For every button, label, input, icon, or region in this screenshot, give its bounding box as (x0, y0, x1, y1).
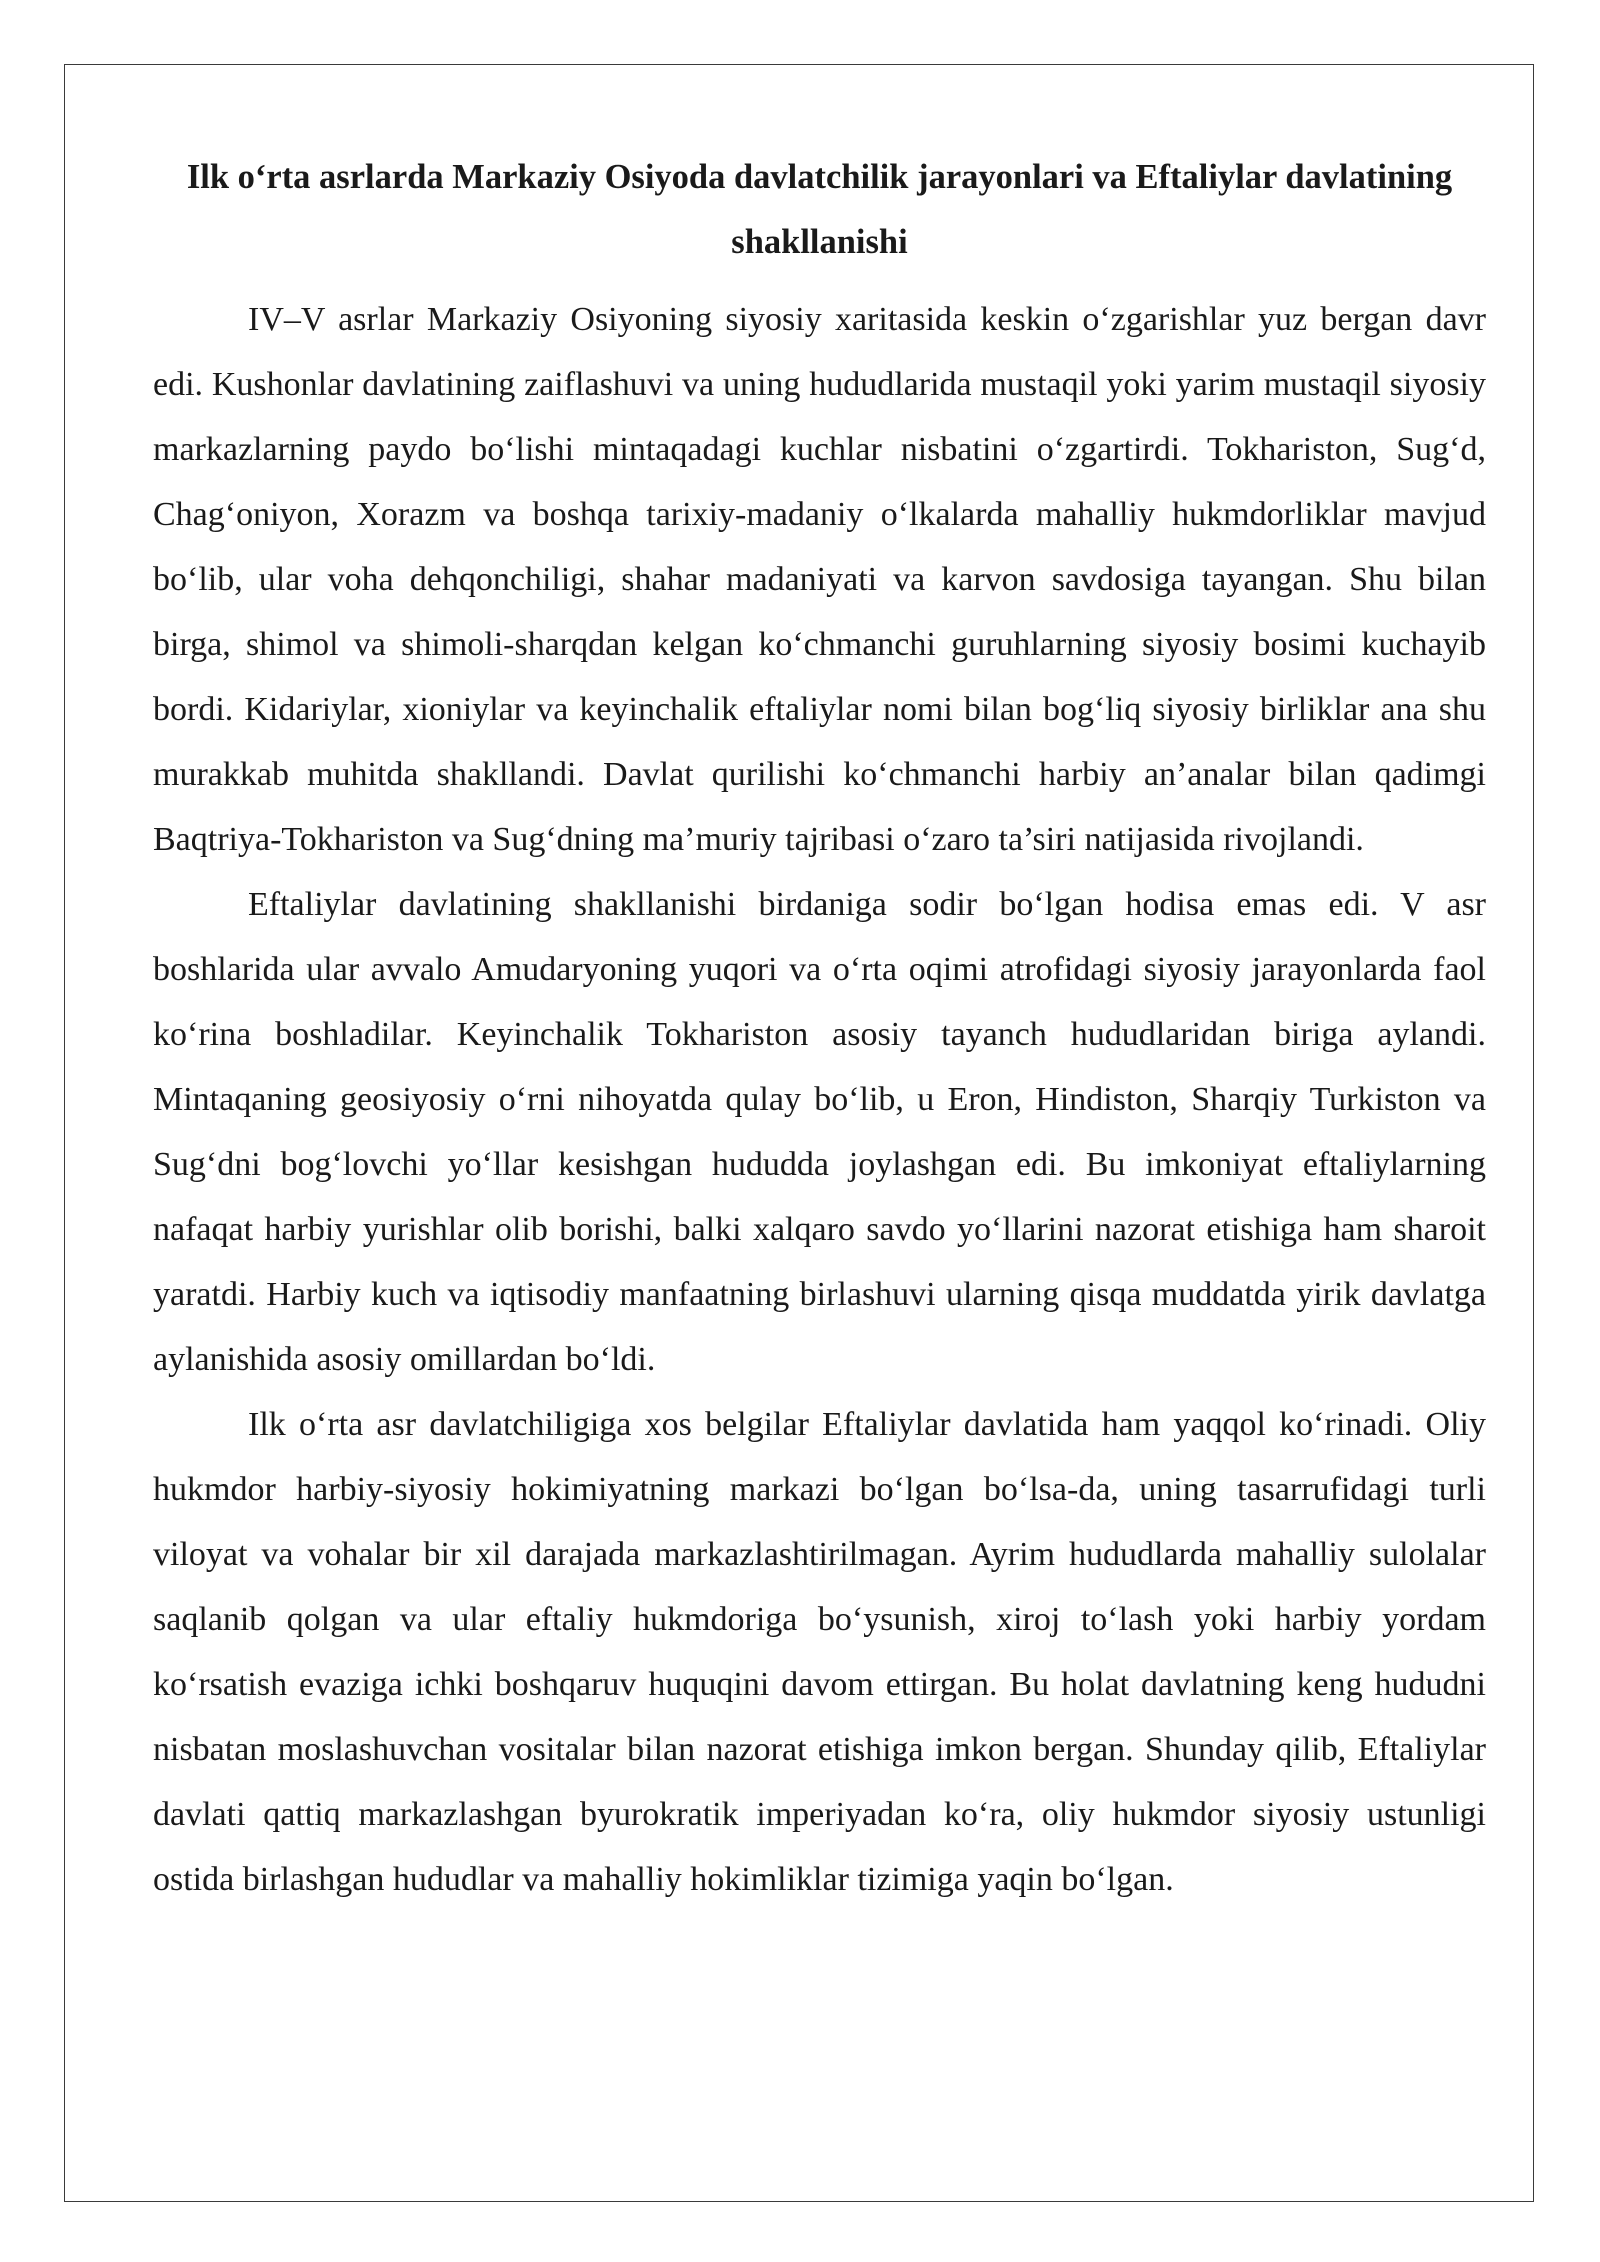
paragraph-3: Ilk o‘rta asr davlatchiligiga xos belgilar Eftaliylar davlatida ham yaqqol ko‘rinadi. Oliy hukmdor harbiy-siyosiy hokimiyatning markazi bo‘lgan bo‘lsa-da, uning tasarrufidagi turli viloyat va vohalar bir xil darajada markazlashtirilmagan. Ayrim hududlarda mahalliy sulolalar saqlanib qolgan va ular eftaliy hukmdoriga bo‘ysunish, xiroj to‘lash yoki harbiy yordam ko‘rsatish evaziga ichki boshqaruv huquqini davom ettirgan. Bu holat davlatning keng hududni nisbatan moslashuvchan vositalar bilan nazorat etishiga imkon bergan. Shunday qilib, Eftaliylar davlati qattiq markazlashgan byurokratik imperiyadan ko‘ra, oliy hukmdor siyosiy ustunligi ostida birlashgan hududlar va mahalliy hokimliklar tizimiga yaqin bo‘lgan. (153, 1406, 1486, 1898)
document-body (153, 145, 1486, 1912)
document-title: Ilk o‘rta asrlarda Markaziy Osiyoda davlatchilik jarayonlari va Eftaliylar davlatining shakllanishi (186, 158, 1453, 261)
paragraph-1: IV–V asrlar Markaziy Osiyoning siyosiy xaritasida keskin o‘zgarishlar yuz bergan davr edi. Kushonlar davlatining zaiflashuvi va uning hududlarida mustaqil yoki yarim mustaqil siyosiy markazlarning paydo bo‘lishi mintaqadagi kuchlar nisbatini o‘zgartirdi. Tokhariston, Sug‘d, Chag‘oniyon, Xorazm va boshqa tarixiy-madaniy o‘lkalarda mahalliy hukmdorliklar mavjud bo‘lib, ular voha dehqonchiligi, shahar madaniyati va karvon savdosiga tayangan. Shu bilan birga, shimol va shimoli-sharqdan kelgan ko‘chmanchi guruhlarning siyosiy bosimi kuchayib bordi. Kidariylar, xioniylar va keyinchalik eftaliylar nomi bilan bog‘liq siyosiy birliklar ana shu murakkab muhitda shakllandi. Davlat qurilishi ko‘chmanchi harbiy an’analar bilan qadimgi Baqtriya-Tokhariston va Sug‘dning ma’muriy tajribasi o‘zaro ta’siri natijasida rivojlandi. (153, 301, 1486, 858)
paragraph-2: Eftaliylar davlatining shakllanishi birdaniga sodir bo‘lgan hodisa emas edi. V asr boshlarida ular avvalo Amudaryoning yuqori va o‘rta oqimi atrofidagi siyosiy jarayonlarda faol ko‘rina boshladilar. Keyinchalik Tokhariston asosiy tayanch hududlaridan biriga aylandi. Mintaqaning geosiyosiy o‘rni nihoyatda qulay bo‘lib, u Eron, Hindiston, Sharqiy Turkiston va Sug‘dni bog‘lovchi yo‘llar kesishgan hududda joylashgan edi. Bu imkoniyat eftaliylarning nafaqat harbiy yurishlar olib borishi, balki xalqaro savdo yo‘llarini nazorat etishiga ham sharoit yaratdi. Harbiy kuch va iqtisodiy manfaatning birlashuvi ularning qisqa muddatda yirik davlatga aylanishida asosiy omillardan bo‘ldi. (153, 886, 1486, 1378)
